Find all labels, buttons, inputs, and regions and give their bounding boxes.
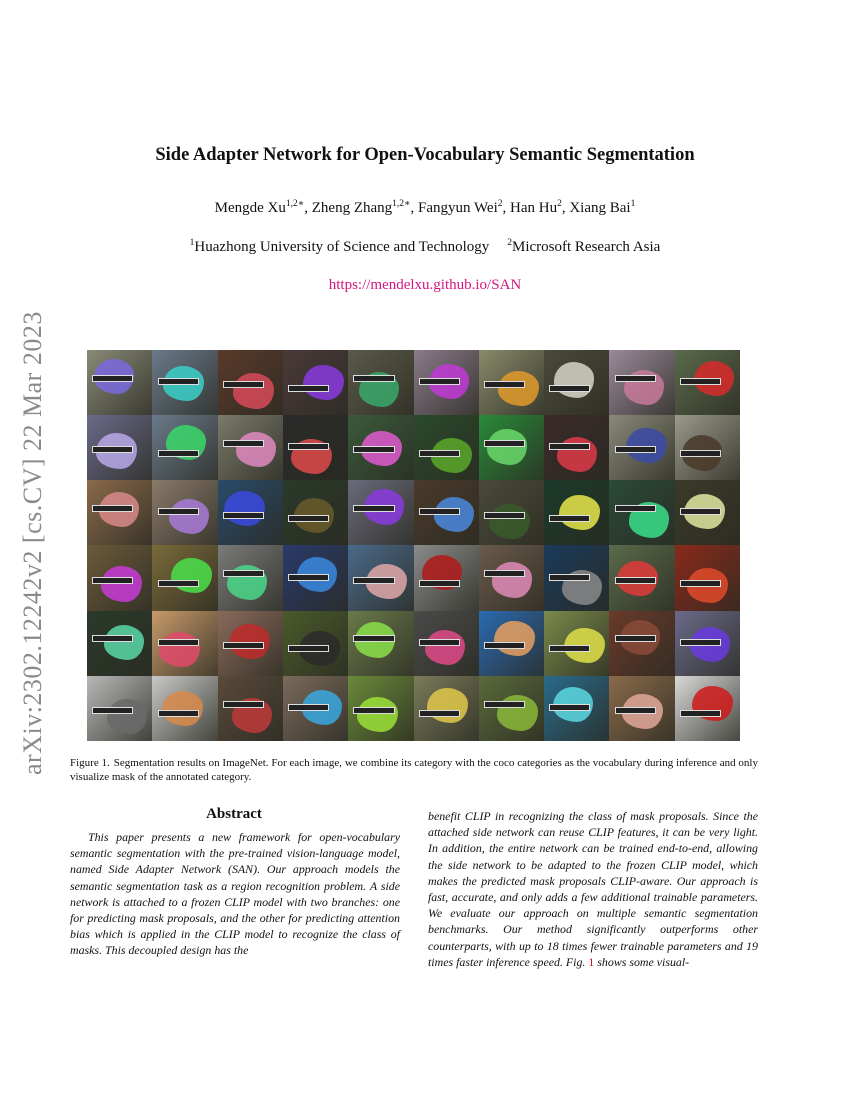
mask-class-label bbox=[158, 710, 199, 717]
segmentation-mask bbox=[489, 504, 529, 539]
figure-label: Figure 1. bbox=[70, 757, 110, 769]
abstract-right-text-end: shows some visual- bbox=[594, 954, 690, 969]
segmentation-example-tile bbox=[152, 545, 217, 610]
segmentation-example-tile bbox=[283, 415, 348, 480]
mask-class-label bbox=[549, 574, 590, 581]
segmentation-example-tile bbox=[675, 480, 740, 545]
segmentation-example-tile bbox=[544, 480, 609, 545]
segmentation-example-tile bbox=[414, 545, 479, 610]
affiliations bbox=[0, 239, 850, 256]
abstract-right-text: benefit CLIP in recognizing the class of mask proposals. Since the attached side network can reuse CLIP features, it can be very light. In addition, the entire network can be trained end-to-end, allowing the side network to be adapted to the frozen CLIP model, which makes the predicted mask proposals CLIP-aware. Our approach is fast, accurate, and only adds a few additional trainable parameters. We evaluate our approach on multiple semantic segmentation benchmarks. Our method significantly outperforms other counterparts, with up to 18 times fewer trainable parameters and 19 times faster inference speed. Fig. bbox=[428, 809, 758, 969]
segmentation-mask bbox=[559, 495, 599, 530]
segmentation-example-tile bbox=[348, 545, 413, 610]
mask-class-label bbox=[92, 577, 133, 584]
segmentation-example-tile bbox=[609, 350, 674, 415]
segmentation-example-tile bbox=[87, 415, 152, 480]
mask-class-label bbox=[419, 378, 460, 385]
mask-class-label bbox=[680, 580, 721, 587]
segmentation-example-tile bbox=[479, 415, 544, 480]
mask-class-label bbox=[615, 446, 656, 453]
segmentation-mask bbox=[169, 499, 209, 534]
mask-class-label bbox=[158, 450, 199, 457]
mask-class-label bbox=[419, 639, 460, 646]
segmentation-example-tile bbox=[609, 415, 674, 480]
figure-1-image-grid bbox=[87, 350, 740, 741]
abstract-paragraph-right bbox=[428, 808, 758, 970]
mask-class-label bbox=[549, 704, 590, 711]
segmentation-mask bbox=[162, 691, 202, 726]
segmentation-example-tile bbox=[348, 350, 413, 415]
segmentation-mask bbox=[104, 625, 144, 660]
mask-class-label bbox=[549, 385, 590, 392]
abstract-heading: Abstract bbox=[206, 806, 262, 822]
segmentation-example-tile bbox=[218, 545, 283, 610]
mask-class-label bbox=[549, 443, 590, 450]
mask-class-label bbox=[615, 375, 656, 382]
segmentation-mask bbox=[101, 566, 141, 601]
mask-class-label bbox=[680, 450, 721, 457]
segmentation-mask bbox=[498, 371, 538, 406]
mask-class-label bbox=[680, 639, 721, 646]
segmentation-mask bbox=[236, 432, 276, 467]
abstract-paragraph-left: This paper presents a new framework for open-vocabulary semantic segmentation with the pre-trained vision-language model, named Side Adapter Network (SAN). Our approach models the semantic segmentation task as a region recognition problem. A side network is attached to a frozen CLIP model with two branches: one for predicting mask proposals, and the other for predicting attention bias which is applied in the CLIP model to recognize the class of masks. This decoupled design has the bbox=[70, 830, 400, 958]
segmentation-example-tile bbox=[283, 676, 348, 741]
segmentation-example-tile bbox=[414, 480, 479, 545]
segmentation-example-tile bbox=[87, 480, 152, 545]
author-name: Mengde Xu bbox=[214, 200, 286, 216]
segmentation-example-tile bbox=[218, 415, 283, 480]
segmentation-example-tile bbox=[348, 676, 413, 741]
segmentation-example-tile bbox=[479, 480, 544, 545]
segmentation-example-tile bbox=[218, 480, 283, 545]
mask-class-label bbox=[92, 707, 133, 714]
segmentation-mask bbox=[557, 437, 597, 472]
segmentation-example-tile bbox=[152, 611, 217, 676]
mask-class-label bbox=[288, 385, 329, 392]
mask-class-label bbox=[223, 440, 264, 447]
author-list: Mengde $Xu^{1,2∗}$, Zheng Zhang$^{1,2∗}$, Fangyun Wei$^2$, Han Hu$^2$, Xiang Bai$^1$ bbox=[214, 199, 636, 216]
mask-class-label bbox=[288, 515, 329, 522]
mask-class-label bbox=[484, 440, 525, 447]
mask-class-label bbox=[419, 710, 460, 717]
segmentation-example-tile bbox=[348, 611, 413, 676]
segmentation-example-tile bbox=[675, 545, 740, 610]
abstract-column-right bbox=[428, 808, 758, 970]
mask-class-label bbox=[288, 574, 329, 581]
affiliation-2-name: Microsoft Research Asia bbox=[512, 239, 661, 255]
segmentation-example-tile bbox=[87, 676, 152, 741]
mask-class-label bbox=[419, 450, 460, 457]
segmentation-example-tile bbox=[414, 676, 479, 741]
mask-class-label bbox=[158, 580, 199, 587]
segmentation-example-tile bbox=[675, 415, 740, 480]
segmentation-example-tile bbox=[609, 611, 674, 676]
author-name: Zheng Zhang bbox=[311, 200, 393, 216]
segmentation-example-tile bbox=[609, 676, 674, 741]
segmentation-example-tile bbox=[152, 350, 217, 415]
segmentation-mask bbox=[425, 630, 465, 665]
segmentation-example-tile bbox=[479, 350, 544, 415]
segmentation-mask bbox=[554, 362, 594, 397]
mask-class-label bbox=[353, 577, 394, 584]
mask-class-label bbox=[223, 512, 264, 519]
mask-class-label bbox=[353, 446, 394, 453]
author-name: Han Hu bbox=[510, 200, 558, 216]
segmentation-example-tile bbox=[675, 611, 740, 676]
segmentation-example-tile bbox=[348, 415, 413, 480]
segmentation-example-tile bbox=[87, 611, 152, 676]
mask-class-label bbox=[92, 505, 133, 512]
segmentation-example-tile bbox=[414, 611, 479, 676]
mask-class-label bbox=[680, 378, 721, 385]
segmentation-example-tile bbox=[479, 676, 544, 741]
segmentation-mask bbox=[494, 621, 534, 656]
segmentation-mask bbox=[159, 632, 199, 667]
mask-class-label bbox=[158, 378, 199, 385]
mask-class-label bbox=[288, 704, 329, 711]
mask-class-label bbox=[92, 635, 133, 642]
mask-class-label bbox=[680, 508, 721, 515]
mask-class-label bbox=[92, 446, 133, 453]
mask-class-label bbox=[92, 375, 133, 382]
mask-class-label bbox=[288, 645, 329, 652]
segmentation-example-tile bbox=[675, 676, 740, 741]
mask-class-label bbox=[223, 570, 264, 577]
author-name: Fangyun Wei bbox=[417, 200, 498, 216]
affiliation-1-marker: 1 bbox=[189, 238, 195, 248]
segmentation-example-tile bbox=[675, 350, 740, 415]
mask-class-label bbox=[288, 443, 329, 450]
author-affiliation-marker: 1 bbox=[630, 199, 636, 209]
segmentation-mask bbox=[171, 558, 211, 593]
segmentation-example-tile bbox=[544, 611, 609, 676]
segmentation-example-tile bbox=[609, 545, 674, 610]
segmentation-example-tile bbox=[152, 415, 217, 480]
affiliation-1-name: Huazhong University of Science and Technology bbox=[194, 239, 490, 255]
mask-class-label bbox=[223, 701, 264, 708]
mask-class-label bbox=[223, 381, 264, 388]
figure-reference-link[interactable]: 1 bbox=[588, 954, 595, 969]
segmentation-mask bbox=[487, 429, 527, 464]
mask-class-label bbox=[484, 701, 525, 708]
segmentation-example-tile bbox=[414, 415, 479, 480]
segmentation-example-tile bbox=[218, 676, 283, 741]
segmentation-example-tile bbox=[87, 350, 152, 415]
mask-class-label bbox=[615, 505, 656, 512]
segmentation-example-tile bbox=[348, 480, 413, 545]
segmentation-example-tile bbox=[609, 480, 674, 545]
mask-class-label bbox=[158, 508, 199, 515]
mask-class-label bbox=[223, 642, 264, 649]
mask-class-label bbox=[353, 375, 394, 382]
affiliation-2-marker: 2 bbox=[507, 238, 513, 248]
segmentation-example-tile bbox=[283, 545, 348, 610]
mask-class-label bbox=[484, 642, 525, 649]
author-affiliation-marker: 1,2∗ bbox=[392, 199, 411, 209]
segmentation-mask bbox=[107, 699, 147, 734]
segmentation-mask bbox=[427, 688, 467, 723]
segmentation-example-tile bbox=[283, 350, 348, 415]
segmentation-mask bbox=[233, 373, 273, 408]
segmentation-example-tile bbox=[283, 480, 348, 545]
figure-caption-text: Segmentation results on ImageNet. For each image, we combine its category with the coco categories as the vocabulary during inference and only visualize mask of the annotated category. bbox=[70, 757, 758, 783]
mask-class-label bbox=[484, 512, 525, 519]
figure-1-caption bbox=[70, 756, 758, 784]
segmentation-example-tile bbox=[283, 611, 348, 676]
author-affiliation-marker: 2 bbox=[557, 199, 562, 209]
segmentation-example-tile bbox=[87, 545, 152, 610]
project-link[interactable]: https://mendelxu.github.io/SAN bbox=[328, 277, 522, 293]
author-name: Xiang Bai bbox=[569, 200, 631, 216]
segmentation-example-tile bbox=[544, 676, 609, 741]
segmentation-mask bbox=[357, 697, 397, 732]
segmentation-example-tile bbox=[152, 676, 217, 741]
mask-class-label bbox=[484, 381, 525, 388]
segmentation-example-tile bbox=[152, 480, 217, 545]
segmentation-example-tile bbox=[544, 350, 609, 415]
mask-class-label bbox=[549, 645, 590, 652]
mask-class-label bbox=[484, 570, 525, 577]
abstract-column-left bbox=[70, 829, 400, 959]
segmentation-mask bbox=[303, 365, 343, 400]
segmentation-mask bbox=[224, 491, 264, 526]
segmentation-example-tile bbox=[218, 350, 283, 415]
mask-class-label bbox=[353, 505, 394, 512]
mask-class-label bbox=[549, 515, 590, 522]
mask-class-label bbox=[615, 635, 656, 642]
mask-class-label bbox=[353, 635, 394, 642]
mask-class-label bbox=[419, 508, 460, 515]
author-affiliation-marker: 1,2∗ bbox=[285, 199, 305, 209]
segmentation-example-tile bbox=[479, 545, 544, 610]
mask-class-label bbox=[680, 710, 721, 717]
segmentation-example-tile bbox=[479, 611, 544, 676]
mask-class-label bbox=[353, 707, 394, 714]
segmentation-example-tile bbox=[544, 415, 609, 480]
segmentation-example-tile bbox=[218, 611, 283, 676]
mask-class-label bbox=[419, 580, 460, 587]
segmentation-mask bbox=[492, 562, 532, 597]
mask-class-label bbox=[615, 577, 656, 584]
mask-class-label bbox=[158, 639, 199, 646]
paper-title: Side Adapter Network for Open-Vocabulary Semantic Segmentation bbox=[155, 145, 695, 165]
segmentation-example-tile bbox=[544, 545, 609, 610]
segmentation-example-tile bbox=[414, 350, 479, 415]
mask-class-label bbox=[615, 707, 656, 714]
author-affiliation-marker: 2 bbox=[497, 199, 503, 209]
arxiv-identifier: arXiv:2302.12242v2 [cs.CV] 22 Mar 2023 bbox=[18, 311, 47, 775]
